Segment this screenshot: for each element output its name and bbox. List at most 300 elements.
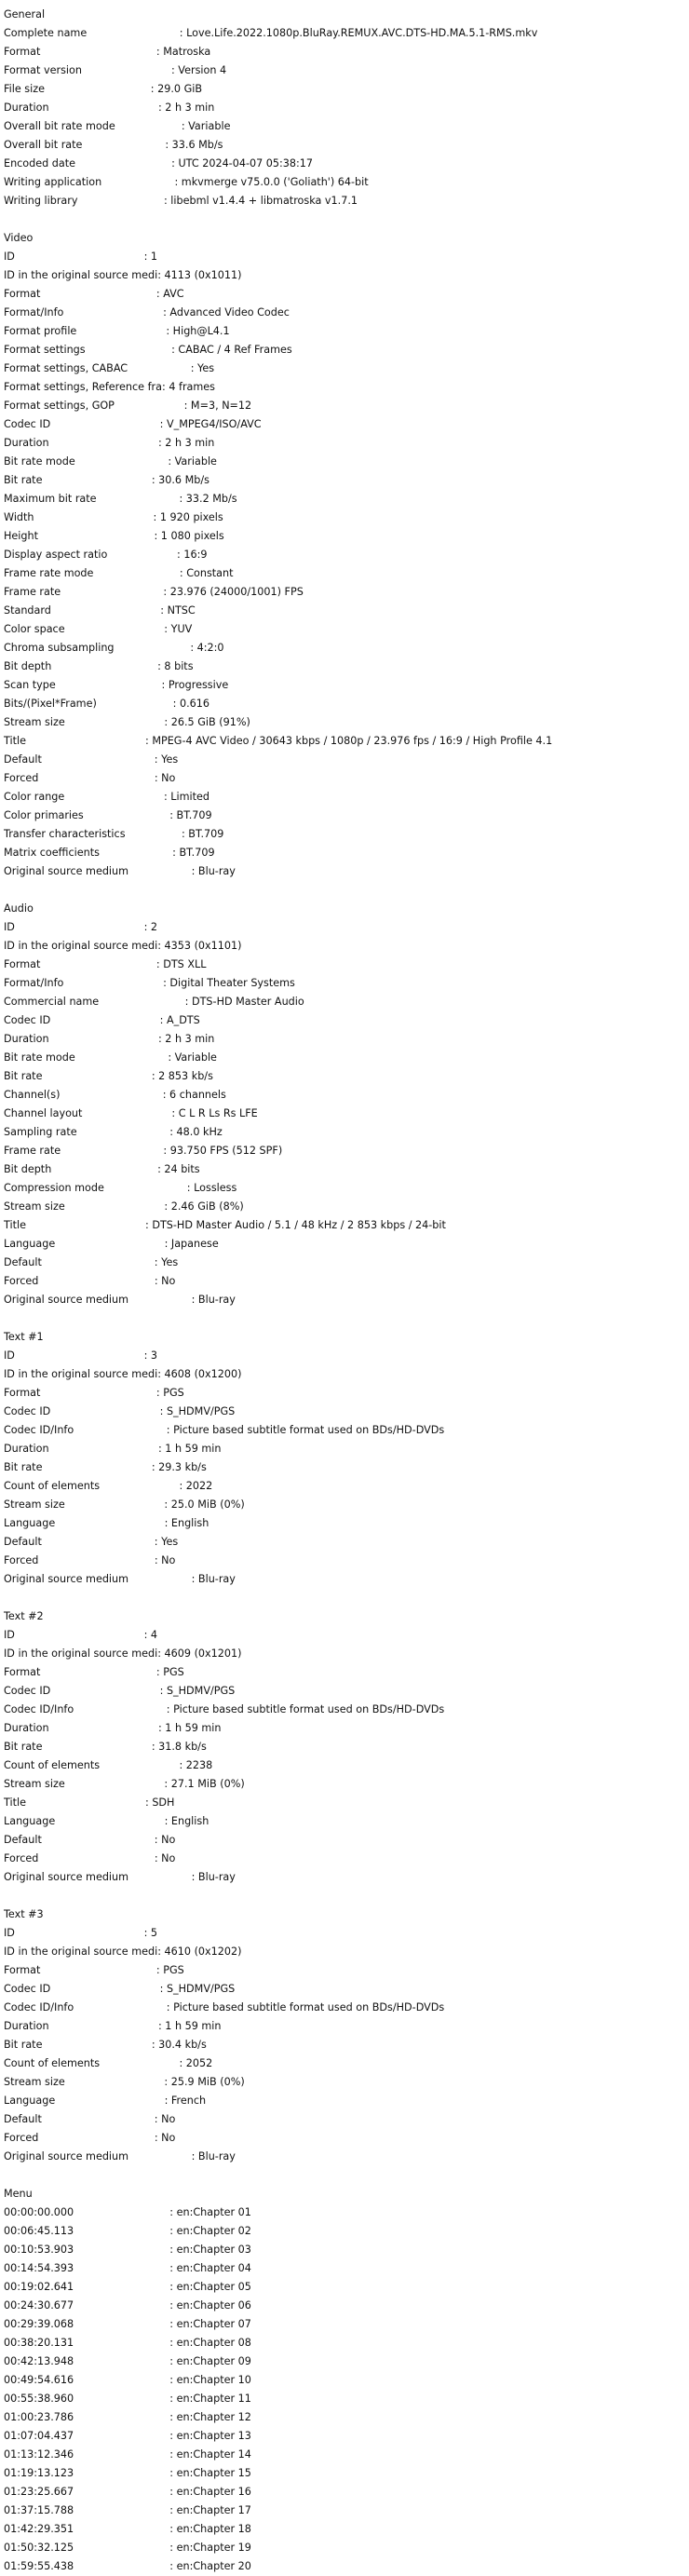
field-label: Bit rate xyxy=(4,2039,152,2051)
info-row xyxy=(4,2464,685,2483)
field-label: Format settings, CABAC xyxy=(4,362,191,374)
field-label: Bit rate mode xyxy=(4,455,169,468)
info-row xyxy=(4,1850,685,1868)
field-value: : 6 channels xyxy=(162,1089,226,1101)
info-row xyxy=(4,1943,685,1961)
info-row xyxy=(4,1272,685,1291)
field-value: : Picture based subtitle format used on BDs/HD-DVDs xyxy=(166,1424,445,1436)
info-row xyxy=(4,1254,685,1272)
field-label: Matrix coefficients xyxy=(4,847,173,859)
field-value: : 3 xyxy=(143,1349,158,1362)
field-label: Forced xyxy=(4,1275,155,1287)
field-label: File size xyxy=(4,83,151,95)
field-label: Height xyxy=(4,530,155,542)
info-row xyxy=(4,378,685,397)
info-row xyxy=(4,1980,685,1999)
field-value: : 29.3 kb/s xyxy=(151,1461,207,1473)
field-value: : Love.Life.2022.1080p.BluRay.REMUX.AVC.DTS-HD.MA.5.1-RMS.mkv xyxy=(179,27,538,39)
field-value: : S_HDMV/PGS xyxy=(159,1983,236,1995)
field-value: : 24 bits xyxy=(157,1163,200,1175)
info-row xyxy=(4,99,685,117)
field-label: Stream size xyxy=(4,1778,165,1790)
field-value: : 2 xyxy=(143,921,158,933)
section-title: General xyxy=(4,8,46,20)
field-value: : 4609 (0x1201) xyxy=(157,1647,242,1660)
field-value: : 1 h 59 min xyxy=(157,2020,222,2032)
info-row xyxy=(4,1347,685,1365)
info-row xyxy=(4,80,685,99)
info-row xyxy=(4,2017,685,2036)
field-value: : en:Chapter 17 xyxy=(169,2504,251,2516)
info-row xyxy=(4,974,685,993)
field-value: : libebml v1.4.4 + libmatroska v1.7.1 xyxy=(163,195,358,207)
field-label: Default xyxy=(4,1536,155,1548)
field-label: Frame rate xyxy=(4,586,164,598)
field-value: : en:Chapter 01 xyxy=(169,2206,251,2218)
field-value: : mkvmerge v75.0.0 ('Goliath') 64-bit xyxy=(174,176,369,188)
info-row xyxy=(4,434,685,453)
info-row xyxy=(4,2390,685,2408)
field-label: Bits/(Pixel*Frame) xyxy=(4,698,173,710)
field-label: Stream size xyxy=(4,2076,165,2088)
info-row xyxy=(4,862,685,881)
info-row xyxy=(4,1552,685,1570)
field-value: : Version 4 xyxy=(170,64,227,76)
field-value: : S_HDMV/PGS xyxy=(159,1685,236,1697)
field-value: : A_DTS xyxy=(159,1014,200,1026)
field-label: Original source medium xyxy=(4,1871,192,1883)
field-value: : 1 080 pixels xyxy=(154,530,224,542)
field-label: Format xyxy=(4,288,156,300)
info-row xyxy=(4,2539,685,2557)
info-row xyxy=(4,1514,685,1533)
info-row xyxy=(4,2036,685,2054)
field-label: Language xyxy=(4,2095,165,2107)
field-value: : 4113 (0x1011) xyxy=(157,269,242,281)
field-value: : 2052 xyxy=(179,2057,213,2069)
info-row xyxy=(4,285,685,304)
field-label: 01:19:13.123 xyxy=(4,2467,170,2479)
field-label: Duration xyxy=(4,1033,158,1045)
field-label: 01:50:32.125 xyxy=(4,2542,170,2554)
info-row xyxy=(4,602,685,620)
info-row xyxy=(4,471,685,490)
field-label: Format xyxy=(4,1387,156,1399)
field-label: Writing application xyxy=(4,176,175,188)
field-value: : en:Chapter 03 xyxy=(169,2244,251,2256)
field-value: : 25.9 MiB (0%) xyxy=(164,2076,245,2088)
field-value: : C L R Ls Rs LFE xyxy=(171,1107,258,1119)
field-label: Original source medium xyxy=(4,865,192,877)
field-value: : No xyxy=(154,2132,176,2144)
field-label: 01:13:12.346 xyxy=(4,2448,170,2461)
info-row xyxy=(4,2222,685,2241)
info-row xyxy=(4,1961,685,1980)
info-row xyxy=(4,1235,685,1254)
info-row xyxy=(4,24,685,43)
field-label: 00:00:00.000 xyxy=(4,2206,170,2218)
info-row xyxy=(4,1030,685,1049)
info-row xyxy=(4,43,685,61)
info-row xyxy=(4,2501,685,2520)
field-value: : Japanese xyxy=(164,1238,219,1250)
field-label: Count of elements xyxy=(4,2057,180,2069)
info-row xyxy=(4,769,685,788)
field-value: : en:Chapter 19 xyxy=(169,2542,251,2554)
field-value: : 2 h 3 min xyxy=(157,437,215,449)
field-label: 00:10:53.903 xyxy=(4,2244,170,2256)
field-value: : 27.1 MiB (0%) xyxy=(164,1778,245,1790)
field-value: : 4:2:0 xyxy=(190,642,224,654)
info-row xyxy=(4,1049,685,1067)
field-value: : Yes xyxy=(154,753,179,766)
field-label: Forced xyxy=(4,1554,155,1566)
info-row xyxy=(4,1123,685,1142)
field-value: : M=3, N=12 xyxy=(183,400,252,412)
field-label: 00:29:39.068 xyxy=(4,2318,170,2330)
info-row xyxy=(4,322,685,341)
info-row xyxy=(4,304,685,322)
field-value: : 25.0 MiB (0%) xyxy=(164,1498,245,1511)
info-row xyxy=(4,937,685,956)
field-value: : Variable xyxy=(168,455,217,468)
field-label: ID xyxy=(4,251,144,263)
field-value: : English xyxy=(164,1517,209,1529)
field-label: Encoded date xyxy=(4,157,172,169)
info-row xyxy=(4,2557,685,2576)
field-value: : 4608 (0x1200) xyxy=(157,1368,242,1380)
field-value: : en:Chapter 13 xyxy=(169,2430,251,2442)
field-label: ID in the original source medi xyxy=(4,269,158,281)
info-row xyxy=(4,546,685,564)
field-label: Width xyxy=(4,511,154,523)
field-label: 00:49:54.616 xyxy=(4,2374,170,2386)
info-row xyxy=(4,1738,685,1756)
field-label: ID in the original source medi xyxy=(4,1368,158,1380)
info-row xyxy=(4,1812,685,1831)
field-value: : No xyxy=(154,1554,176,1566)
info-row xyxy=(4,1775,685,1794)
field-label: 00:14:54.393 xyxy=(4,2262,170,2274)
field-label: Scan type xyxy=(4,679,162,691)
field-label: Forced xyxy=(4,1852,155,1864)
field-label: Bit rate xyxy=(4,1461,152,1473)
info-row xyxy=(4,918,685,937)
field-label: 00:42:13.948 xyxy=(4,2355,170,2367)
field-value: : 2 h 3 min xyxy=(157,102,215,114)
field-value: : en:Chapter 14 xyxy=(169,2448,251,2461)
field-label: Duration xyxy=(4,1443,158,1455)
field-label: Format version xyxy=(4,64,171,76)
info-row xyxy=(4,397,685,415)
field-label: Stream size xyxy=(4,1200,165,1213)
field-label: Language xyxy=(4,1238,165,1250)
info-row xyxy=(4,825,685,844)
field-label: Language xyxy=(4,1517,165,1529)
field-value: : English xyxy=(164,1815,209,1827)
field-value: : en:Chapter 20 xyxy=(169,2560,251,2572)
info-row xyxy=(4,2278,685,2297)
field-label: Original source medium xyxy=(4,2150,192,2162)
info-row xyxy=(4,527,685,546)
field-value: : 2.46 GiB (8%) xyxy=(164,1200,244,1213)
field-label: 01:00:23.786 xyxy=(4,2411,170,2423)
field-value: : 33.2 Mb/s xyxy=(179,493,237,505)
info-row xyxy=(4,1384,685,1403)
field-label: Transfer characteristics xyxy=(4,828,182,840)
field-label: ID xyxy=(4,1927,144,1939)
field-value: : en:Chapter 11 xyxy=(169,2393,251,2405)
field-label: Format settings xyxy=(4,344,172,356)
field-label: Bit depth xyxy=(4,660,158,672)
info-row xyxy=(4,490,685,508)
section-title: Menu xyxy=(4,2188,33,2200)
field-value: : 2 853 kb/s xyxy=(151,1070,213,1082)
field-value: : 2238 xyxy=(179,1759,213,1771)
field-label: Color range xyxy=(4,791,164,803)
info-row xyxy=(4,2334,685,2352)
field-label: Codec ID xyxy=(4,1405,160,1417)
info-row xyxy=(4,2483,685,2501)
field-value: : 30.6 Mb/s xyxy=(151,474,209,486)
field-value: : en:Chapter 08 xyxy=(169,2337,251,2349)
field-value: : Yes xyxy=(154,1256,179,1268)
info-row xyxy=(4,676,685,695)
info-row xyxy=(4,1794,685,1812)
field-value: : YUV xyxy=(164,623,193,635)
field-label: Count of elements xyxy=(4,1480,180,1492)
info-row xyxy=(4,2073,685,2092)
field-value: : Matroska xyxy=(155,46,211,58)
field-value: : en:Chapter 10 xyxy=(169,2374,251,2386)
section-audio xyxy=(4,900,685,1309)
field-label: Writing library xyxy=(4,195,164,207)
section-menu xyxy=(4,2185,685,2576)
field-value: : 33.6 Mb/s xyxy=(165,139,223,151)
field-label: Default xyxy=(4,1256,155,1268)
field-value: : MPEG-4 AVC Video / 30643 kbps / 1080p / 23.976 fps / 16:9 / High Profile 4.1 xyxy=(145,735,553,747)
field-value: : Constant xyxy=(179,567,234,579)
field-label: Frame rate xyxy=(4,1145,164,1157)
info-row xyxy=(4,1663,685,1682)
info-row xyxy=(4,1868,685,1887)
section-title: Text #3 xyxy=(4,1908,44,1920)
field-value: : en:Chapter 15 xyxy=(169,2467,251,2479)
section-text-3 xyxy=(4,1905,685,2166)
field-value: : 93.750 FPS (512 SPF) xyxy=(163,1145,283,1157)
field-label: Duration xyxy=(4,102,158,114)
field-value: : en:Chapter 04 xyxy=(169,2262,251,2274)
info-row xyxy=(4,2092,685,2110)
field-value: : 4 frames xyxy=(162,381,216,393)
field-label: Title xyxy=(4,735,145,747)
info-row xyxy=(4,1645,685,1663)
field-label: 00:24:30.677 xyxy=(4,2299,170,2312)
field-value: : Picture based subtitle format used on BDs/HD-DVDs xyxy=(166,2001,445,2013)
field-label: ID in the original source medi xyxy=(4,1647,158,1660)
field-value: : No xyxy=(154,772,176,784)
field-value: : Blu-ray xyxy=(191,1294,236,1306)
field-label: Default xyxy=(4,753,155,766)
field-value: : No xyxy=(154,1852,176,1864)
field-value: : 2 h 3 min xyxy=(157,1033,215,1045)
info-row xyxy=(4,2129,685,2148)
info-row xyxy=(4,1477,685,1496)
field-value: : 30.4 kb/s xyxy=(151,2039,207,2051)
info-row xyxy=(4,1403,685,1421)
field-label: 01:07:04.437 xyxy=(4,2430,170,2442)
field-value: : PGS xyxy=(155,1666,184,1678)
info-row xyxy=(4,1570,685,1589)
field-label: Codec ID xyxy=(4,1685,160,1697)
info-row xyxy=(4,2148,685,2166)
info-row xyxy=(4,61,685,80)
field-label: ID xyxy=(4,1349,144,1362)
field-value: : 23.976 (24000/1001) FPS xyxy=(163,586,304,598)
info-row xyxy=(4,453,685,471)
field-label: 01:37:15.788 xyxy=(4,2504,170,2516)
info-row xyxy=(4,1365,685,1384)
info-row xyxy=(4,266,685,285)
info-row xyxy=(4,1626,685,1645)
field-value: : S_HDMV/PGS xyxy=(159,1405,236,1417)
info-row xyxy=(4,695,685,713)
info-row xyxy=(4,956,685,974)
info-row xyxy=(4,2520,685,2539)
field-label: Maximum bit rate xyxy=(4,493,180,505)
field-value: : Advanced Video Codec xyxy=(163,306,290,319)
field-label: Frame rate mode xyxy=(4,567,180,579)
field-label: Format xyxy=(4,1964,156,1976)
field-value: : en:Chapter 05 xyxy=(169,2281,251,2293)
field-value: : 26.5 GiB (91%) xyxy=(164,716,250,728)
field-value: : 1 xyxy=(143,251,158,263)
field-value: : Digital Theater Systems xyxy=(163,977,295,989)
info-row xyxy=(4,844,685,862)
section-text-2 xyxy=(4,1607,685,1887)
field-value: : en:Chapter 16 xyxy=(169,2486,251,2498)
info-row xyxy=(4,415,685,434)
field-value: : en:Chapter 06 xyxy=(169,2299,251,2312)
field-value: : Blu-ray xyxy=(191,1573,236,1585)
info-row xyxy=(4,1496,685,1514)
field-label: Format xyxy=(4,46,156,58)
field-value: : 4610 (0x1202) xyxy=(157,1946,242,1958)
field-label: Duration xyxy=(4,1722,158,1734)
field-value: : Blu-ray xyxy=(191,865,236,877)
field-label: Original source medium xyxy=(4,1573,192,1585)
info-row xyxy=(4,807,685,825)
info-row xyxy=(4,1142,685,1160)
field-value: : SDH xyxy=(145,1796,175,1809)
info-row xyxy=(4,2371,685,2390)
field-value: : Yes xyxy=(154,1536,179,1548)
field-label: 01:42:29.351 xyxy=(4,2523,170,2535)
field-label: Forced xyxy=(4,772,155,784)
field-label: Channel(s) xyxy=(4,1089,163,1101)
field-value: : Yes xyxy=(190,362,215,374)
field-label: 00:19:02.641 xyxy=(4,2281,170,2293)
field-value: : PGS xyxy=(155,1387,184,1399)
info-row xyxy=(4,1086,685,1105)
field-value: : BT.709 xyxy=(181,828,224,840)
field-label: ID xyxy=(4,921,144,933)
info-row xyxy=(4,583,685,602)
info-row xyxy=(4,2054,685,2073)
field-label: Bit rate mode xyxy=(4,1051,169,1064)
info-row xyxy=(4,1067,685,1086)
field-value: : Variable xyxy=(168,1051,217,1064)
info-row xyxy=(4,1924,685,1943)
field-label: Codec ID/Info xyxy=(4,2001,167,2013)
field-label: Format xyxy=(4,1666,156,1678)
info-row xyxy=(4,620,685,639)
info-row xyxy=(4,2446,685,2464)
field-label: Duration xyxy=(4,437,158,449)
field-label: ID in the original source medi xyxy=(4,940,158,952)
field-label: Format/Info xyxy=(4,306,164,319)
field-label: Bit depth xyxy=(4,1163,158,1175)
info-row xyxy=(4,2259,685,2278)
field-value: : No xyxy=(154,1834,176,1846)
field-value: : 4 xyxy=(143,1629,158,1641)
field-value: : NTSC xyxy=(160,604,196,617)
info-row xyxy=(4,2352,685,2371)
field-label: 00:55:38.960 xyxy=(4,2393,170,2405)
field-label: Stream size xyxy=(4,716,165,728)
field-label: Default xyxy=(4,1834,155,1846)
info-row xyxy=(4,1291,685,1309)
field-label: 01:23:25.667 xyxy=(4,2486,170,2498)
info-row xyxy=(4,508,685,527)
field-value: : Limited xyxy=(163,791,210,803)
info-row xyxy=(4,658,685,676)
info-row xyxy=(4,2297,685,2315)
info-row xyxy=(4,1421,685,1440)
field-label: 00:06:45.113 xyxy=(4,2225,170,2237)
info-row xyxy=(4,359,685,378)
info-row xyxy=(4,1105,685,1123)
field-label: Format xyxy=(4,958,156,970)
field-label: 01:59:55.438 xyxy=(4,2560,170,2572)
field-label: Overall bit rate mode xyxy=(4,120,182,132)
field-value: : BT.709 xyxy=(172,847,215,859)
field-value: : DTS XLL xyxy=(155,958,207,970)
field-label: Sampling rate xyxy=(4,1126,170,1138)
field-value: : High@L4.1 xyxy=(166,325,230,337)
field-value: : 8 bits xyxy=(157,660,194,672)
info-row xyxy=(4,1701,685,1719)
info-row xyxy=(4,564,685,583)
info-row xyxy=(4,1179,685,1198)
field-label: Format profile xyxy=(4,325,167,337)
field-label: Bit rate xyxy=(4,1741,152,1753)
field-label: Language xyxy=(4,1815,165,1827)
field-label: Bit rate xyxy=(4,474,152,486)
field-label: Title xyxy=(4,1219,145,1231)
section-title: Text #2 xyxy=(4,1610,44,1622)
field-value: : French xyxy=(164,2095,207,2107)
field-label: Compression mode xyxy=(4,1182,187,1194)
info-row xyxy=(4,788,685,807)
field-value: : No xyxy=(154,2113,176,2125)
info-row xyxy=(4,117,685,136)
field-label: Commercial name xyxy=(4,996,185,1008)
field-label: Codec ID/Info xyxy=(4,1703,167,1715)
field-label: Complete name xyxy=(4,27,180,39)
field-label: Original source medium xyxy=(4,1294,192,1306)
field-value: : 1 920 pixels xyxy=(153,511,223,523)
